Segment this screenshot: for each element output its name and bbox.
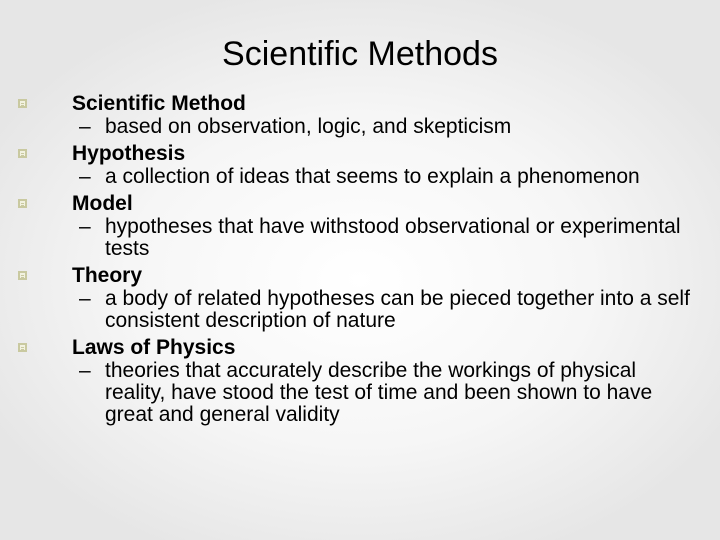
term-label: Model (72, 192, 133, 215)
dash-marker: – (79, 215, 91, 238)
description-text: a body of related hypotheses can be pieced together into a self consistent description of nature (105, 287, 690, 332)
description-text: a collection of ideas that seems to explain a phenomenon (105, 165, 640, 188)
description-text: based on observation, logic, and skepticism (105, 115, 512, 138)
list-item (18, 335, 698, 426)
term-description (75, 288, 698, 332)
term-label: Laws of Physics (72, 336, 236, 359)
square-bullet-icon (18, 149, 27, 158)
list-item (18, 263, 698, 332)
bullet-list (18, 91, 698, 429)
term-label: Hypothesis (72, 142, 186, 165)
term-description (75, 166, 698, 188)
term-label: Scientific Method (72, 92, 246, 115)
description-text: hypotheses that have withstood observational or experimental tests (105, 215, 681, 260)
square-bullet-icon (18, 343, 27, 352)
dash-marker: – (79, 115, 91, 138)
square-bullet-icon (18, 99, 27, 108)
term-description (75, 216, 698, 260)
term-label: Theory (72, 264, 143, 287)
dash-marker: – (79, 287, 91, 310)
term-description (75, 116, 698, 138)
dash-marker: – (79, 359, 91, 382)
slide-title: Scientific Methods (222, 35, 498, 73)
square-bullet-icon (18, 199, 27, 208)
list-item (18, 91, 698, 138)
square-bullet-icon (18, 271, 27, 280)
term-description (75, 360, 698, 426)
description-text: theories that accurately describe the workings of physical reality, have stood the test of time and been shown to have great and general validity (105, 359, 653, 426)
list-item (18, 141, 698, 188)
dash-marker: – (79, 165, 91, 188)
list-item (18, 191, 698, 260)
